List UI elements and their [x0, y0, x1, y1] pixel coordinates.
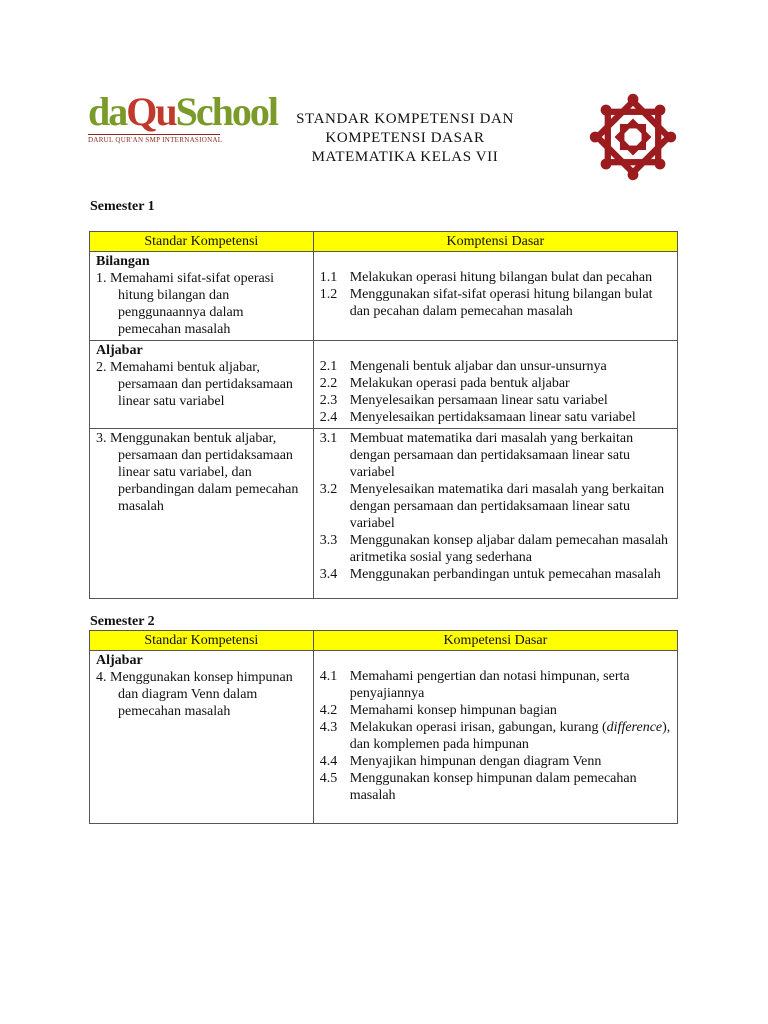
group-heading: Aljabar [96, 343, 143, 358]
kd-item [320, 409, 671, 426]
kd-cell [313, 341, 677, 429]
title-line-1: STANDAR KOMPETENSI DAN [296, 111, 514, 127]
kd-number: 2.3 [319, 393, 338, 408]
table-row [90, 429, 678, 599]
semester-2-table [89, 630, 678, 824]
kd-text: Menyelesaikan matematika dari masalah yang berkaitan dengan persamaan dan pertidaksamaan linear satu variabel [349, 482, 665, 531]
kd-item [320, 532, 671, 566]
kd-item [320, 668, 671, 702]
kd-item [320, 392, 671, 409]
kd-number: 4.1 [319, 669, 338, 684]
table-header-row [90, 631, 678, 651]
kd-number: 1.2 [319, 287, 338, 302]
table-row [90, 252, 678, 341]
kd-number: 4.3 [319, 720, 338, 735]
kd-text: Menggunakan perbandingan untuk pemecahan masalah [349, 567, 661, 582]
kd-item [320, 770, 671, 804]
logo-part-qu: Qu [126, 89, 176, 134]
kd-item [320, 286, 671, 320]
kd-item [320, 719, 671, 753]
table-row [90, 341, 678, 429]
table-header-row [90, 232, 678, 252]
title-line-2: KOMPETENSI DASAR [325, 130, 485, 146]
islamic-star-emblem-icon [588, 92, 678, 182]
kd-item [320, 430, 671, 481]
document-header [0, 0, 768, 190]
document-title [250, 110, 560, 167]
kd-text-post: ), dan komplemen pada himpunan [349, 720, 671, 752]
sk-cell [90, 341, 314, 429]
kd-item [320, 566, 671, 583]
kd-text: Mengenali bentuk aljabar dan unsur-unsurnya [349, 359, 607, 374]
kd-item [320, 753, 671, 770]
sk-text: 1. Memahami sifat-sifat operasi hitung bilangan dan penggunaannya dalam pemecahan masalah [96, 271, 275, 337]
sk-text: 4. Menggunakan konsep himpunan dan diagram Venn dalam pemecahan masalah [96, 670, 293, 719]
kd-text-emphasis: difference [606, 720, 663, 735]
sk-cell [90, 651, 314, 824]
kd-text: Menggunakan sifat-sifat operasi hitung bilangan bulat dan pecahan dalam pemecahan masalah [349, 287, 653, 319]
kd-text: Menyajikan himpunan dengan diagram Venn [349, 754, 602, 769]
logo-part-school: School [175, 89, 277, 134]
kd-cell [313, 429, 677, 599]
kd-item [320, 481, 671, 532]
header-kompetensi-dasar: Kompetensi Dasar [313, 631, 677, 651]
kd-number: 3.3 [319, 533, 338, 548]
semester-1-table [89, 231, 678, 599]
semester-1-label: Semester 1 [90, 199, 155, 214]
header-standar-kompetensi: Standar Kompetensi [90, 631, 314, 651]
kd-item [320, 375, 671, 392]
sk-text: 2. Memahami bentuk aljabar, persamaan dan pertidaksamaan linear satu variabel [96, 360, 293, 409]
kd-text-pre: Melakukan operasi irisan, gabungan, kurang ( [349, 720, 607, 735]
kd-item [320, 702, 671, 719]
logo-wordmark [88, 89, 277, 134]
kd-number: 3.4 [319, 567, 338, 582]
kd-text: Melakukan operasi hitung bilangan bulat dan pecahan [349, 270, 653, 285]
kd-number: 4.2 [319, 703, 338, 718]
logo-part-da: da [88, 89, 127, 134]
kd-number: 3.1 [319, 431, 338, 446]
sk-text: 3. Menggunakan bentuk aljabar, persamaan dan pertidaksamaan linear satu variabel, dan perbandingan dalam pemecahan masalah [96, 431, 299, 514]
semester-2-label: Semester 2 [90, 614, 155, 629]
kd-number: 3.2 [319, 482, 338, 497]
sk-cell [90, 429, 314, 599]
kd-item [320, 358, 671, 375]
kd-text: Memahami konsep himpunan bagian [349, 703, 557, 718]
kd-text: Melakukan operasi pada bentuk aljabar [349, 376, 570, 391]
daquschool-logo [88, 89, 277, 152]
kd-number: 4.5 [319, 771, 338, 786]
title-line-3: MATEMATIKA KELAS VII [311, 149, 499, 165]
kd-text: Menggunakan konsep himpunan dalam pemecahan masalah [349, 771, 637, 803]
kd-number: 2.4 [319, 410, 338, 425]
sk-cell [90, 252, 314, 341]
header-standar-kompetensi: Standar Kompetensi [90, 232, 314, 252]
group-heading: Aljabar [96, 653, 143, 668]
kd-text: Membuat matematika dari masalah yang berkaitan dengan persamaan dan pertidaksamaan linear satu variabel [349, 431, 634, 480]
logo-subtitle: DARUL QUR'AN SMP INTERNASIONAL [88, 136, 223, 144]
kd-cell [313, 252, 677, 341]
kd-text: Menggunakan konsep aljabar dalam pemecahan masalah aritmetika sosial yang sederhana [349, 533, 669, 565]
kd-cell [313, 651, 677, 824]
kd-text: Menyelesaikan pertidaksamaan linear satu variabel [349, 410, 636, 425]
kd-text: Menyelesaikan persamaan linear satu variabel [349, 393, 608, 408]
kd-number: 1.1 [319, 270, 338, 285]
kd-text: Memahami pengertian dan notasi himpunan, serta penyajiannya [349, 669, 630, 701]
kd-number: 4.4 [319, 754, 338, 769]
group-heading: Bilangan [96, 254, 150, 269]
table-row [90, 651, 678, 824]
kd-number: 2.1 [319, 359, 338, 374]
kd-number: 2.2 [319, 376, 338, 391]
header-kompetensi-dasar: Komptensi Dasar [313, 232, 677, 252]
kd-item [320, 269, 671, 286]
